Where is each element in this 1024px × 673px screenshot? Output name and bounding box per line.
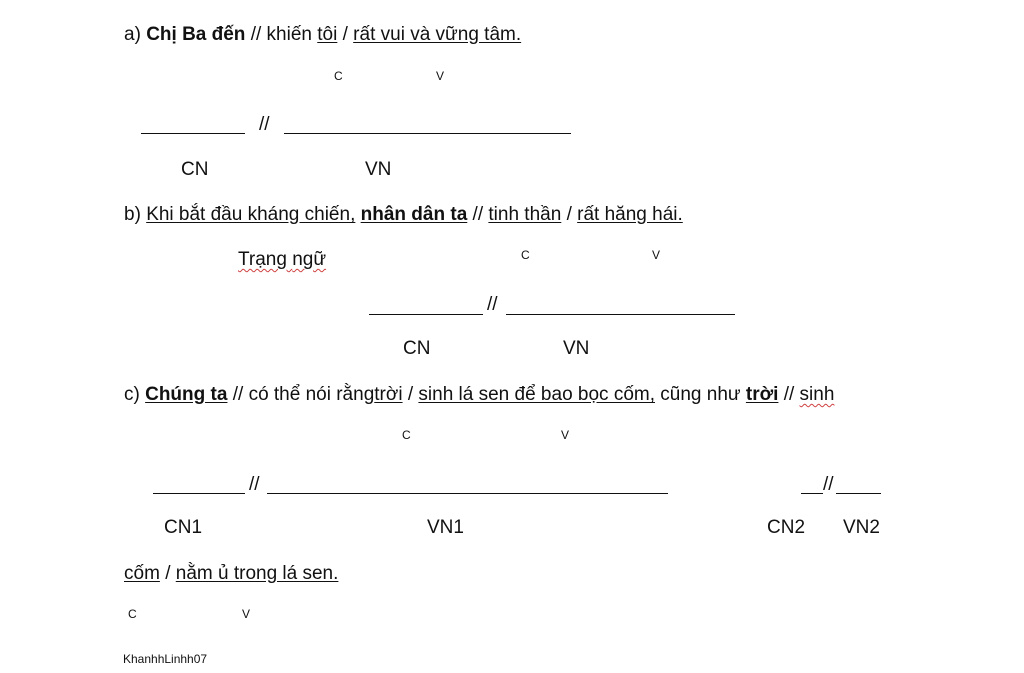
sentence-b-vn-blank xyxy=(506,314,735,315)
sentence-c-cont-c-mark: C xyxy=(128,607,137,621)
sentence-c-cont-v-mark: V xyxy=(242,607,251,621)
sentence-c-cn2-blank xyxy=(801,493,823,494)
sentence-a-vn-label: VN xyxy=(365,159,392,180)
sentence-c-cn1-blank xyxy=(153,493,245,494)
sentence-a-v: rất vui và vững tâm. xyxy=(353,24,522,45)
sentence-a-subject: Chị Ba đến xyxy=(146,24,246,45)
sentence-c-v-mark: V xyxy=(561,428,570,442)
sentence-c-sep3: // xyxy=(783,384,795,405)
sentence-a-cn-label: CN xyxy=(181,159,209,180)
sentence-b-trang-ngu: Khi bắt đầu kháng chiến, xyxy=(146,204,356,225)
sentence-b-sep1: // xyxy=(472,204,484,225)
sentence-c-c: trời xyxy=(374,384,403,405)
sentence-b-sep2: / xyxy=(566,204,572,225)
sentence-c-vn1-label: VN1 xyxy=(427,517,464,538)
sentence-c-c2: trời xyxy=(745,384,779,405)
sentence-b-vn-label: VN xyxy=(563,338,590,359)
sentence-c-v: sinh lá sen để bao bọc cốm, xyxy=(418,384,655,405)
sentence-a-cn-blank xyxy=(141,133,245,134)
sentence-c-sep1: // xyxy=(232,384,244,405)
sentence-a-sep1: // xyxy=(250,24,262,45)
sentence-c-vn2-blank xyxy=(836,493,881,494)
sentence-c-vn1-blank xyxy=(267,493,668,494)
sentence-c-mid2: cũng như xyxy=(660,384,741,405)
sentence-c-c-mark: C xyxy=(402,428,411,442)
sentence-c-subject: Chúng ta xyxy=(145,384,228,405)
sentence-c-vn2-label: VN2 xyxy=(843,517,880,538)
sentence-b-cn-label: CN xyxy=(403,338,431,359)
sentence-c-mid: có thể nói rằng xyxy=(248,384,375,405)
sentence-b-blank-sep: // xyxy=(487,294,498,315)
author-signature: KhanhhLinhh07 xyxy=(123,652,208,666)
sentence-c-sep2: / xyxy=(407,384,414,405)
sentence-c-cont-sep: / xyxy=(165,563,171,584)
sentence-b-trang-ngu-label xyxy=(238,249,326,271)
sentence-c-cont-c: cốm xyxy=(124,563,160,584)
sentence-a-v-mark: V xyxy=(436,69,445,83)
sentence-b xyxy=(124,204,683,226)
sentence-a-verb-pre: khiến xyxy=(266,24,312,45)
sentence-c-cn1-label: CN1 xyxy=(164,517,203,538)
sentence-a-sep2: / xyxy=(342,24,348,45)
sentence-a-c: tôi xyxy=(317,24,338,45)
sentence-c-prefix: c) xyxy=(124,384,140,405)
sentence-b-c2: tinh thần xyxy=(488,204,562,225)
sentence-c-blank-sep1: // xyxy=(249,474,260,495)
sentence-b-trang-ngu-label-b: ngữ xyxy=(292,249,327,270)
sentence-a-vn-blank xyxy=(284,133,571,134)
sentence-b-c-mark: C xyxy=(521,248,530,262)
sentence-a-blank-sep: // xyxy=(259,114,270,135)
sentence-b-v: rất hăng hái. xyxy=(577,204,683,225)
sentence-a-c-mark: C xyxy=(334,69,343,83)
sentence-b-v-mark: V xyxy=(652,248,661,262)
sentence-a-prefix: a) xyxy=(124,24,141,45)
sentence-c-blank-sep2: // xyxy=(823,474,834,495)
sentence-c xyxy=(124,384,834,406)
sentence-c-continuation xyxy=(124,563,338,585)
sentence-a xyxy=(124,24,521,46)
sentence-c-v2-start: sinh xyxy=(799,384,835,405)
sentence-b-cn-blank xyxy=(369,314,483,315)
sentence-c-cont-v: nằm ủ trong lá sen. xyxy=(175,563,339,584)
sentence-b-c: nhân dân ta xyxy=(360,204,468,225)
sentence-b-trang-ngu-label-a: Trạng xyxy=(238,249,293,270)
sentence-c-cn2-label: CN2 xyxy=(767,517,806,538)
sentence-b-prefix: b) xyxy=(124,204,141,225)
